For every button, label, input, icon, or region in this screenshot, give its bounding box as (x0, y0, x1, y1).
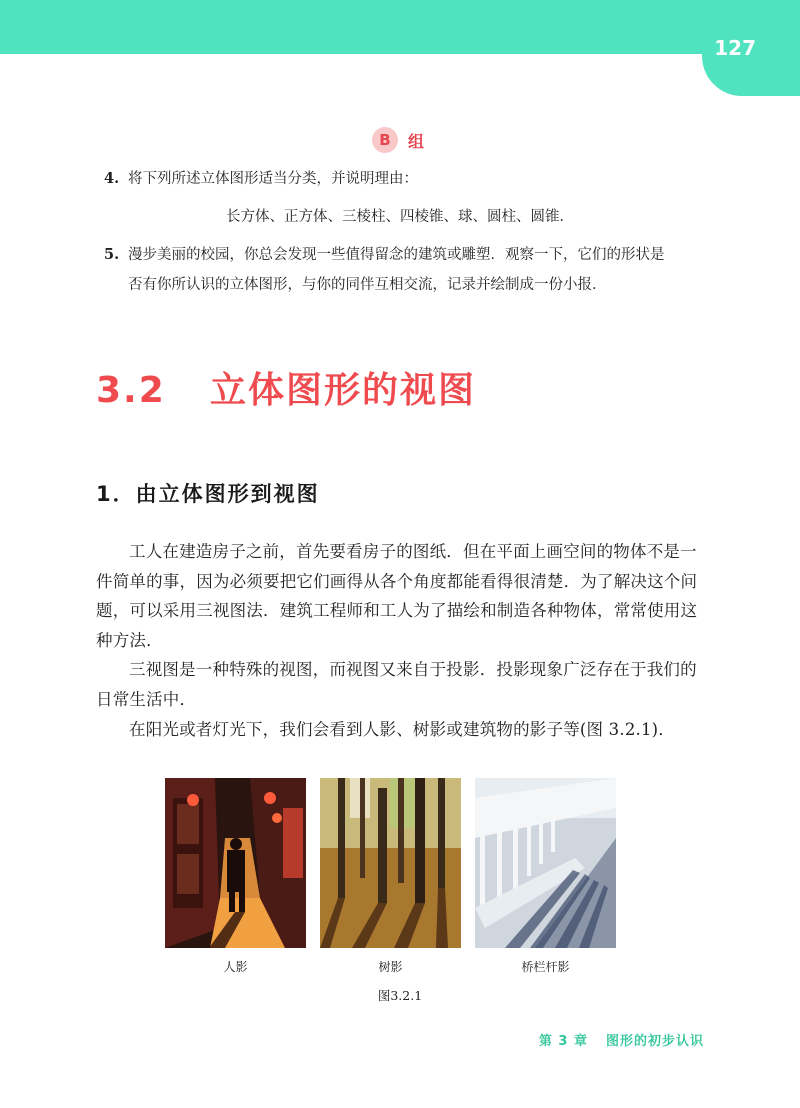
figure-photos (165, 778, 616, 948)
section-number: 3.2 (96, 370, 166, 411)
paragraph: 工人在建造房子之前，首先要看房子的图纸．但在平面上画空间的物体不是一件简单的事，因为必须要把它们画得从各个角度都能看得很清楚．为了解决这个问题，可以采用三视图法．建筑工程师和工人为了描绘和制造各种物体，常常使用这种方法． (96, 542, 698, 650)
person-shadow-photo (165, 778, 306, 948)
figure-caption: 桥栏杆影 (521, 960, 570, 974)
group-badge: B (372, 127, 398, 153)
railing-shadow-photo (475, 778, 616, 948)
body-text (96, 537, 706, 744)
shape-list: 长方体、正方体、三棱柱、四棱锥、球、圆柱、圆锥． (226, 209, 574, 225)
exercise-number: 5. (104, 246, 120, 263)
group-label: 组 (408, 131, 425, 151)
paragraph: 在阳光或者灯光下，我们会看到人影、树影或建筑物的影子等(图 3.2.1)． (129, 719, 676, 739)
exercise-text-continued: 否有你所认识的立体图形，与你的同伴互相交流，记录并绘制成一份小报． (128, 277, 607, 293)
page-number: 127 (714, 36, 756, 60)
section-heading (96, 362, 476, 413)
exercise-number: 4. (104, 170, 120, 187)
chapter-footer (539, 1030, 704, 1049)
figure-number: 图3.2.1 (377, 988, 423, 1003)
exercise-text: 将下列所述立体图形适当分类，并说明理由： (128, 171, 418, 187)
exercise-text: 漫步美丽的校园，你总会发现一些值得留念的建筑或雕塑．观察一下，它们的形状是 (128, 247, 665, 263)
figure-captions (165, 958, 616, 975)
subsection-heading: 1．由立体图形到视图 (96, 482, 320, 506)
top-color-band (0, 0, 800, 54)
tree-shadow-photo (320, 778, 461, 948)
figure-caption: 树影 (378, 960, 403, 974)
exercise-group-heading (372, 126, 424, 154)
paragraph: 三视图是一种特殊的视图，而视图又来自于投影．投影现象广泛存在于我们的日常生活中． (96, 660, 697, 709)
exercise-4 (104, 164, 714, 194)
exercise-5 (104, 240, 714, 300)
footer-title: 图形的初步认识 (605, 1034, 704, 1049)
footer-chapter: 第 3 章 (538, 1034, 588, 1049)
figure-caption: 人影 (223, 960, 248, 974)
section-title: 立体图形的视图 (210, 370, 477, 411)
